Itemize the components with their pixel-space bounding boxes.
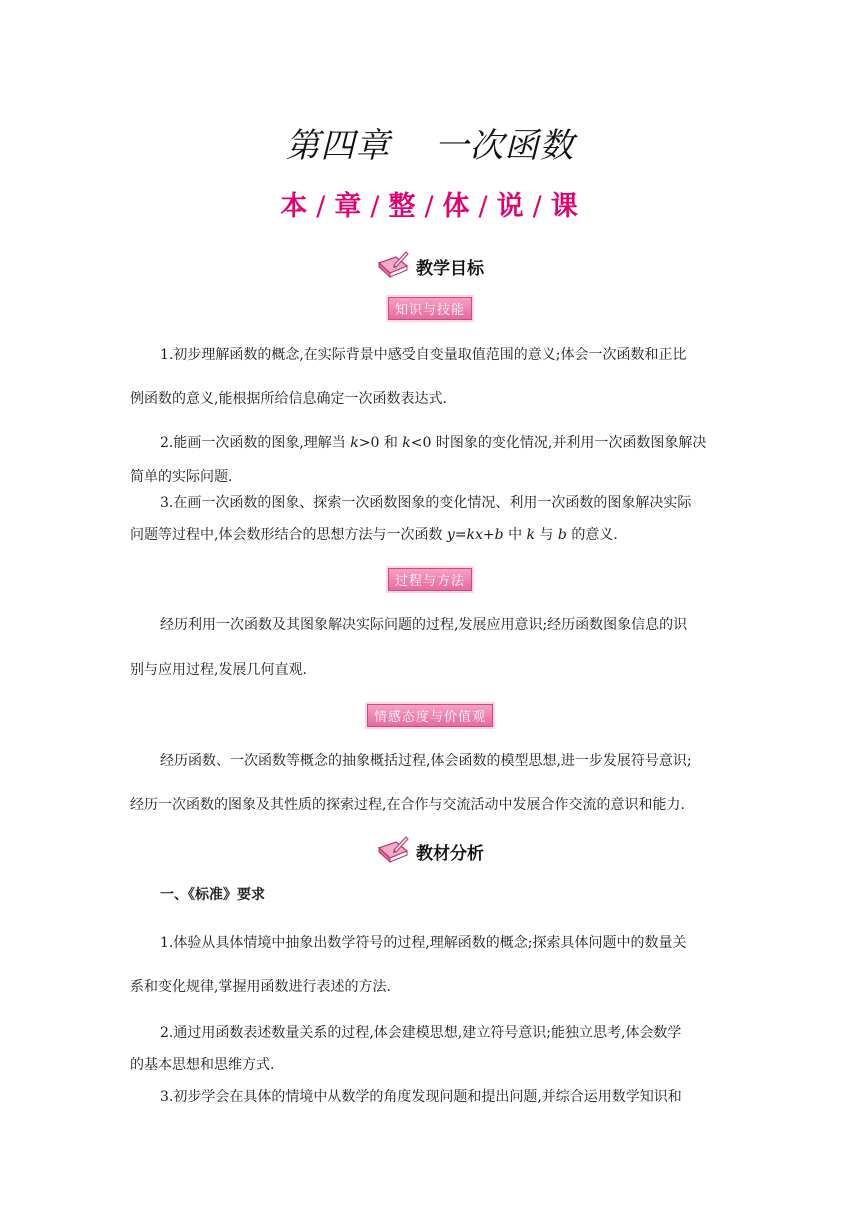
text-run: 的意义. <box>566 527 618 543</box>
analysis-item1-line2: 系和变化规律,掌握用函数进行表述的方法. <box>130 979 391 995</box>
standard-requirements-heading: 一、《标准》要求 <box>160 887 265 903</box>
math-var-k: k <box>402 435 411 451</box>
notebook-pen-icon <box>376 834 410 868</box>
badge-row-attitude <box>0 704 860 727</box>
knowledge-item2-line1 <box>160 432 706 452</box>
section-title-goals: 教学目标 <box>416 258 484 279</box>
subtitle-separator: / <box>532 191 544 222</box>
knowledge-item3-line2 <box>130 524 618 544</box>
badge-row-knowledge <box>0 297 860 320</box>
analysis-item2-line2: 的基本思想和思维方式. <box>130 1057 275 1073</box>
subtitle-char: 本 <box>280 191 310 222</box>
subtitle-separator: / <box>370 191 382 222</box>
knowledge-item1-line2: 例函数的意义,能根据所给信息确定一次函数表达式. <box>130 391 447 407</box>
badge-attitude-values: 情感态度与价值观 <box>367 704 493 727</box>
math-var-k: k <box>350 435 359 451</box>
text-run: <0 时图象的变化情况,并利用一次函数图象解决 <box>410 435 707 451</box>
knowledge-item3-line1: 3.在画一次函数的图象、探索一次函数图象的变化情况、利用一次函数的图象解决实际 <box>160 495 692 511</box>
chapter-title <box>0 118 860 167</box>
section-title-analysis: 教材分析 <box>416 843 484 864</box>
badge-knowledge-skills: 知识与技能 <box>388 297 472 320</box>
math-formula: y=kx+b <box>446 527 504 543</box>
subtitle-separator: / <box>424 191 436 222</box>
text-run: 2.能画一次函数的图象,理解当 <box>160 435 351 451</box>
process-line1: 经历利用一次函数及其图象解决实际问题的过程,发展应用意识;经历函数图象信息的识 <box>160 617 688 633</box>
analysis-item2-line1: 2.通过用函数表述数量关系的过程,体会建模思想,建立符号意识;能独立思考,体会数学 <box>160 1025 682 1041</box>
subtitle-char: 章 <box>334 191 364 222</box>
subtitle-char: 课 <box>550 191 580 222</box>
badge-row-process <box>0 568 860 591</box>
knowledge-item2-line2: 简单的实际问题. <box>130 469 233 485</box>
math-var-k: k <box>526 527 536 543</box>
text-run: 问题等过程中,体会数形结合的思想方法与一次函数 <box>130 527 447 543</box>
subtitle-char: 体 <box>442 191 472 222</box>
subtitle <box>0 184 860 223</box>
chapter-name: 一次函数 <box>434 126 575 166</box>
attitude-line2: 经历一次函数的图象及其性质的探索过程,在合作与交流活动中发展合作交流的意识和能力. <box>130 797 685 813</box>
knowledge-item1-line1: 1.初步理解函数的概念,在实际背景中感受自变量取值范围的意义;体会一次函数和正比 <box>160 347 687 363</box>
text-run: 与 <box>535 527 558 543</box>
text-run: >0 和 <box>358 435 403 451</box>
attitude-line1: 经历函数、一次函数等概念的抽象概括过程,体会函数的模型思想,进一步发展符号意识; <box>160 753 692 769</box>
text-run: 中 <box>503 527 527 543</box>
chapter-number: 第四章 <box>285 126 391 166</box>
analysis-item1-line1: 1.体验从具体情境中抽象出数学符号的过程,理解函数的概念;探索具体问题中的数量关 <box>160 935 687 951</box>
subtitle-char: 整 <box>388 191 418 222</box>
process-line2: 别与应用过程,发展几何直观. <box>130 662 307 678</box>
section-heading-goals <box>0 249 860 283</box>
subtitle-char: 说 <box>496 191 526 222</box>
badge-process-methods: 过程与方法 <box>388 568 472 591</box>
notebook-pen-icon <box>376 249 410 283</box>
subtitle-separator: / <box>316 191 328 222</box>
section-heading-analysis <box>0 834 860 868</box>
analysis-item3-line1: 3.初步学会在具体的情境中从数学的角度发现问题和提出问题,并综合运用数学知识和 <box>160 1089 682 1105</box>
subtitle-separator: / <box>478 191 490 222</box>
math-var-b: b <box>557 527 567 543</box>
